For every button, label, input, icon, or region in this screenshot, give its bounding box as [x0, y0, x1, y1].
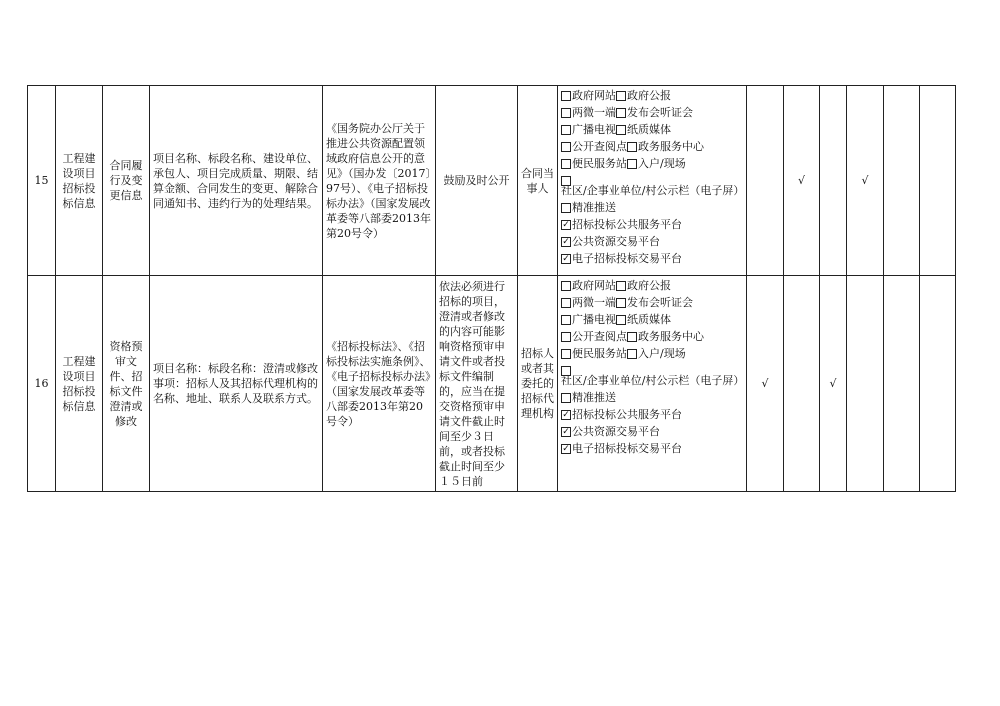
check-mark-cell: √ — [820, 276, 847, 492]
channel-label: 纸质媒体 — [627, 313, 671, 326]
channel-line — [561, 252, 743, 266]
channel-line — [561, 347, 743, 361]
channel-line — [561, 157, 743, 171]
channel-line — [561, 391, 743, 405]
checkbox-icon[interactable] — [627, 332, 637, 342]
channel-line — [561, 442, 743, 456]
checked-box-icon[interactable]: ✓ — [562, 220, 570, 230]
checkbox-icon[interactable] — [561, 393, 571, 403]
channel-label: 公开查阅点 — [572, 330, 627, 343]
row-timing-cell: 鼓励及时公开 — [436, 86, 518, 276]
channel-line — [561, 364, 743, 388]
channel-line — [561, 425, 743, 439]
row-content-cell: 项目名称：标段名称：澄清或修改事项：招标人及其招标代理机构的名称、地址、联系人及联系方式。 — [150, 276, 323, 492]
checkbox-icon[interactable] — [561, 349, 571, 359]
checked-box-icon[interactable]: ✓ — [562, 427, 570, 437]
row-subject-cell: 合同当事人 — [518, 86, 558, 276]
channel-label: 便民服务站 — [572, 157, 627, 170]
table-row — [28, 276, 956, 492]
channel-label: 广播电视 — [572, 313, 616, 326]
channel-label: 便民服务站 — [572, 347, 627, 360]
channel-line — [561, 106, 743, 120]
channel-line — [561, 279, 743, 293]
channel-label: 纸质媒体 — [627, 123, 671, 136]
row-category-cell: 工程建设项目招标投标信息 — [56, 86, 103, 276]
channel-label: 公共资源交易平台 — [572, 425, 660, 438]
checkbox-icon[interactable] — [616, 91, 626, 101]
channel-label: 政府公报 — [627, 279, 671, 292]
channel-line — [561, 201, 743, 215]
table-body — [28, 86, 956, 492]
channel-label: 公开查阅点 — [572, 140, 627, 153]
row-subcategory-cell: 合同履行及变更信息 — [103, 86, 150, 276]
channel-label: 公共资源交易平台 — [572, 235, 660, 248]
table-row — [28, 86, 956, 276]
checkbox-icon[interactable] — [616, 108, 626, 118]
check-mark-cell: √ — [784, 86, 820, 276]
row-channels-cell — [558, 276, 747, 492]
channel-label: 招标投标公共服务平台 — [572, 408, 682, 421]
check-mark-cell: √ — [747, 276, 784, 492]
checkbox-icon[interactable] — [561, 332, 571, 342]
channel-line — [561, 330, 743, 344]
channel-label: 招标投标公共服务平台 — [572, 218, 682, 231]
channel-line — [561, 313, 743, 327]
checkbox-icon[interactable] — [616, 315, 626, 325]
checkbox-icon[interactable] — [616, 281, 626, 291]
empty-mark-cell — [884, 276, 920, 492]
channel-label: 入户/现场 — [638, 157, 686, 170]
checkbox-icon[interactable] — [627, 349, 637, 359]
checkbox-icon[interactable] — [627, 142, 637, 152]
channel-line — [561, 235, 743, 249]
checked-box-icon[interactable]: ✓ — [562, 410, 570, 420]
channel-label: 政府网站 — [572, 279, 616, 292]
checkbox-icon[interactable] — [561, 91, 571, 101]
channel-label: 电子招标投标交易平台 — [572, 442, 682, 455]
channel-label: 精准推送 — [572, 201, 616, 214]
row-basis-cell: 《招标投标法》、《招标投标法实施条例》、《电子招标投标办法》（国家发展改革委等八部委2013年第20号令） — [323, 276, 436, 492]
channel-line — [561, 174, 743, 198]
empty-mark-cell — [784, 276, 820, 492]
check-mark-cell: √ — [847, 86, 884, 276]
disclosure-table — [27, 85, 956, 492]
channel-label: 政务服务中心 — [638, 140, 704, 153]
checkbox-icon[interactable] — [561, 315, 571, 325]
row-seq-cell: 15 — [28, 86, 56, 276]
row-seq-cell: 16 — [28, 276, 56, 492]
checkbox-icon[interactable] — [561, 203, 571, 213]
empty-mark-cell — [884, 86, 920, 276]
checkbox-icon[interactable] — [627, 159, 637, 169]
checkbox-icon[interactable] — [561, 142, 571, 152]
checkbox-icon[interactable] — [561, 159, 571, 169]
channel-label: 发布会听证会 — [627, 296, 693, 309]
checked-box-icon[interactable]: ✓ — [562, 254, 570, 264]
checkbox-icon[interactable] — [561, 108, 571, 118]
empty-mark-cell — [820, 86, 847, 276]
channel-label: 精准推送 — [572, 391, 616, 404]
checked-box-icon[interactable]: ✓ — [562, 444, 570, 454]
row-subcategory-cell: 资格预审文件、招标文件澄清或修改 — [103, 276, 150, 492]
channel-line — [561, 408, 743, 422]
checkbox-icon[interactable] — [616, 125, 626, 135]
channel-label: 两微一端 — [572, 296, 616, 309]
empty-mark-cell — [747, 86, 784, 276]
row-content-cell: 项目名称、标段名称、建设单位、承包人、项目完成质量、期限、结算金额、合同发生的变更、解除合同通知书、违约行为的处理结果。 — [150, 86, 323, 276]
checkbox-icon[interactable] — [561, 281, 571, 291]
checked-box-icon[interactable]: ✓ — [562, 237, 570, 247]
empty-mark-cell — [920, 276, 956, 492]
channel-label: 社区/企事业单位/村公示栏（电子屏） — [561, 374, 745, 387]
empty-mark-cell — [847, 276, 884, 492]
channel-label: 广播电视 — [572, 123, 616, 136]
checkbox-icon[interactable] — [561, 176, 571, 186]
channel-label: 政府公报 — [627, 89, 671, 102]
channel-label: 社区/企事业单位/村公示栏（电子屏） — [561, 184, 745, 197]
row-basis-cell: 《国务院办公厅关于推进公共资源配置领域政府信息公开的意见》（国办发〔2017〕97号）、《电子招标投标办法》（国家发展改革委等八部委2013年第20号令） — [323, 86, 436, 276]
channel-label: 政务服务中心 — [638, 330, 704, 343]
channel-label: 发布会听证会 — [627, 106, 693, 119]
row-timing-cell: 依法必须进行招标的项目，澄清或者修改的内容可能影响资格预审申请文件或者投标文件编制的，应当在提交资格预审申请文件截止时间至少３日前，或者投标截止时间至少１５日前 — [436, 276, 518, 492]
channel-line — [561, 123, 743, 137]
row-channels-cell — [558, 86, 747, 276]
channel-line — [561, 140, 743, 154]
checkbox-icon[interactable] — [561, 366, 571, 376]
channel-label: 电子招标投标交易平台 — [572, 252, 682, 265]
channel-line — [561, 296, 743, 310]
channel-label: 两微一端 — [572, 106, 616, 119]
channel-label: 入户/现场 — [638, 347, 686, 360]
row-category-cell: 工程建设项目招标投标信息 — [56, 276, 103, 492]
channel-label: 政府网站 — [572, 89, 616, 102]
row-subject-cell: 招标人或者其委托的招标代理机构 — [518, 276, 558, 492]
channel-line — [561, 89, 743, 103]
checkbox-icon[interactable] — [561, 125, 571, 135]
checkbox-icon[interactable] — [561, 298, 571, 308]
empty-mark-cell — [920, 86, 956, 276]
checkbox-icon[interactable] — [616, 298, 626, 308]
channel-line — [561, 218, 743, 232]
